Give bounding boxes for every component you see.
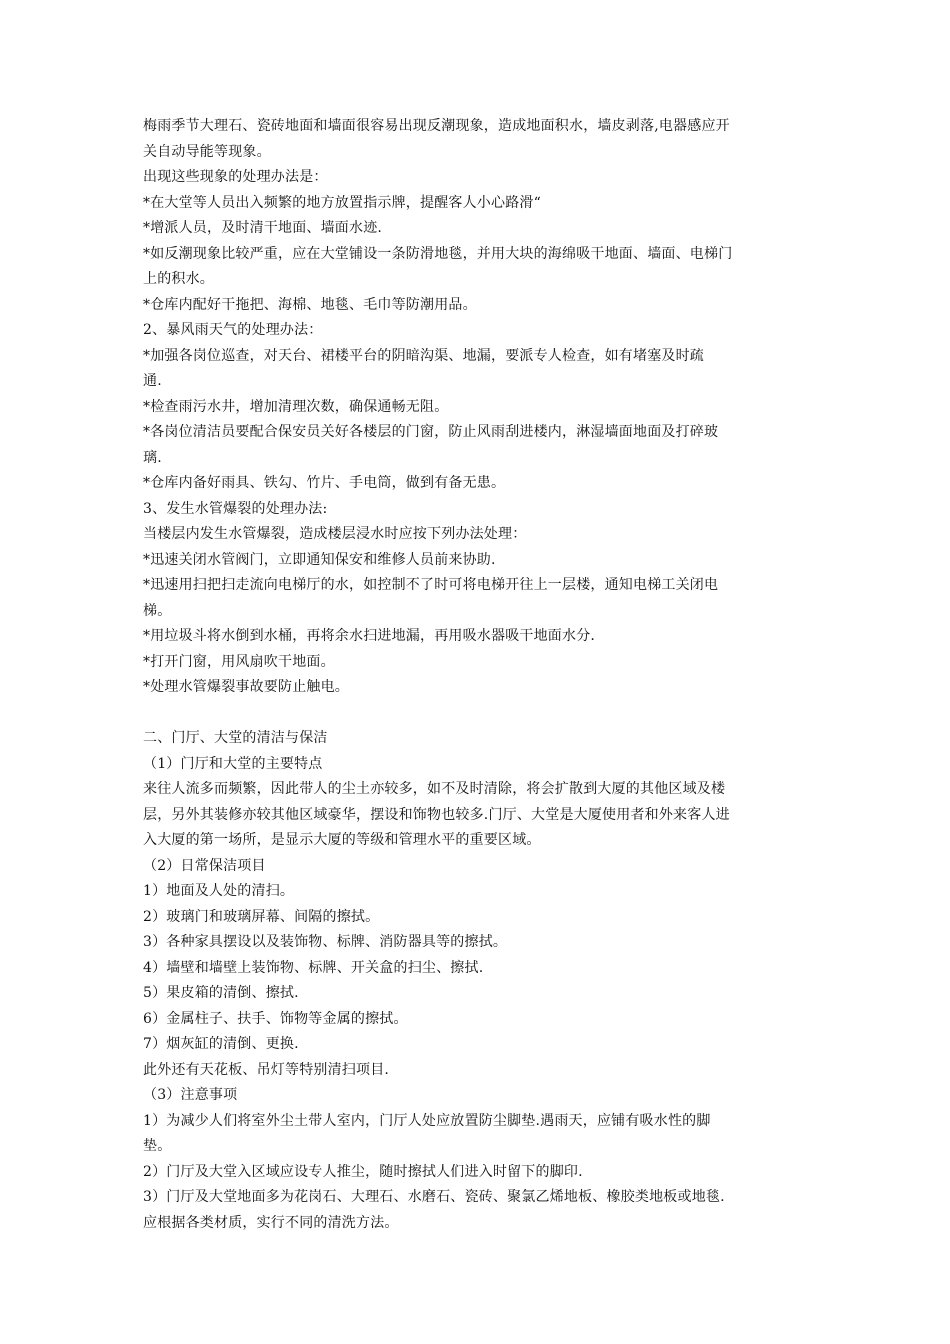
text-line: 梯。 <box>143 602 172 619</box>
subheading: 3、发生水管爆裂的处理办法: <box>143 500 328 517</box>
text-line: *加强各岗位巡查，对天台、裙楼平台的阴暗沟渠、地漏，要派专人检查，如有堵塞及时疏 <box>143 347 704 364</box>
text-line: *仓库内备好雨具、铁勾、竹片、手电筒，做到有备无患。 <box>143 475 506 491</box>
blank-line <box>143 701 813 727</box>
list-item: 2）玻璃门和玻璃屏幕、间隔的擦拭。 <box>143 908 380 925</box>
subheading: （2）日常保洁项目 <box>143 857 266 874</box>
subheading: （3）注意事项 <box>143 1087 238 1103</box>
text-line: *用垃圾斗将水倒到水桶，再将余水扫进地漏，再用吸水器吸干地面水分. <box>143 628 596 644</box>
text-line: 当楼层内发生水管爆裂，造成楼层浸水时应按下列办法处理： <box>143 526 527 542</box>
text-line: 梅雨季节大理石、瓷砖地面和墙面很容易出现反潮现象，造成地面积水，墙皮剥落,电器感应开 <box>143 118 730 134</box>
list-item: 1）为减少人们将室外尘土带人室内，门厅人处应放置防尘脚垫.遇雨天，应铺有吸水性的脚 <box>143 1112 711 1129</box>
text-line: *检查雨污水井，增加清理次数，确保通畅无阻。 <box>143 398 449 415</box>
text-line: 关自动导能等现象。 <box>143 143 271 160</box>
list-item: 7）烟灰缸的清倒、更换. <box>143 1036 299 1052</box>
text-line: *在大堂等人员出入频繁的地方放置指示牌，提醒客人小心路滑“ <box>143 194 541 211</box>
document-body <box>143 114 813 1236</box>
text-line: 垫。 <box>143 1138 172 1154</box>
text-line: 出现这些现象的处理办法是： <box>143 169 328 185</box>
text-line: *处理水管爆裂事故要防止触电。 <box>143 679 349 695</box>
text-line: *打开门窗，用风扇吹干地面。 <box>143 653 335 670</box>
text-line: 入大厦的第一场所，是显示大厦的等级和管理水平的重要区域。 <box>143 832 541 848</box>
text-line: *迅速关闭水管阀门，立即通知保安和维修人员前来协助. <box>143 551 496 568</box>
list-item: 3）各种家具摆设以及装饰物、标牌、消防器具等的擦拭。 <box>143 934 508 950</box>
list-item: 2）门厅及大堂入区域应设专人推尘，随时擦拭人们进入时留下的脚印. <box>143 1163 583 1180</box>
text-line: 璃. <box>143 449 162 466</box>
list-item: 5）果皮箱的清倒、擦拭. <box>143 985 299 1001</box>
subheading: （1）门厅和大堂的主要特点 <box>143 755 323 772</box>
text-line: 通. <box>143 373 162 389</box>
list-item: 3）门厅及大堂地面多为花岗石、大理石、水磨石、瓷砖、聚氯乙烯地板、橡胶类地板或地毯. <box>143 1189 725 1205</box>
text-line: 层，另外其装修亦较其他区域豪华，摆设和饰物也较多.门厅、大堂是大厦使用者和外来客人进 <box>143 806 730 823</box>
section-weather-handling <box>143 114 813 701</box>
section-heading: 二、门厅、大堂的清洁与保洁 <box>143 730 328 746</box>
text-line: *仓库内配好干拖把、海棉、地毯、毛巾等防潮用品。 <box>143 296 477 313</box>
text-line: 此外还有天花板、吊灯等特别清扫项目. <box>143 1061 390 1078</box>
text-line: 上的积水。 <box>143 271 214 287</box>
section-lobby-cleaning <box>143 726 813 1236</box>
text-line: *如反潮现象比较严重，应在大堂铺设一条防滑地毯，并用大块的海绵吸干地面、墙面、电梯门 <box>143 245 733 262</box>
list-item: 4）墙壁和墙壁上装饰物、标牌、开关盒的扫尘、擦拭. <box>143 959 484 976</box>
text-line: *增派人员，及时清干地面、墙面水迹. <box>143 220 383 236</box>
text-line: 应根据各类材质，实行不同的清洗方法。 <box>143 1214 399 1231</box>
subheading: 2、暴风雨天气的处理办法： <box>143 322 323 338</box>
list-item: 1）地面及人处的清扫。 <box>143 883 295 899</box>
list-item: 6）金属柱子、扶手、饰物等金属的擦拭。 <box>143 1010 408 1027</box>
text-line: 来往人流多而频繁，因此带人的尘土亦较多，如不及时清除，将会扩散到大厦的其他区域及楼 <box>143 781 726 797</box>
text-line: *各岗位清洁员要配合保安员关好各楼层的门窗，防止风雨刮进楼内，淋湿墙面地面及打碎玻 <box>143 424 719 440</box>
text-line: *迅速用扫把扫走流向电梯厅的水，如控制不了时可将电梯开往上一层楼，通知电梯工关闭电 <box>143 577 719 593</box>
